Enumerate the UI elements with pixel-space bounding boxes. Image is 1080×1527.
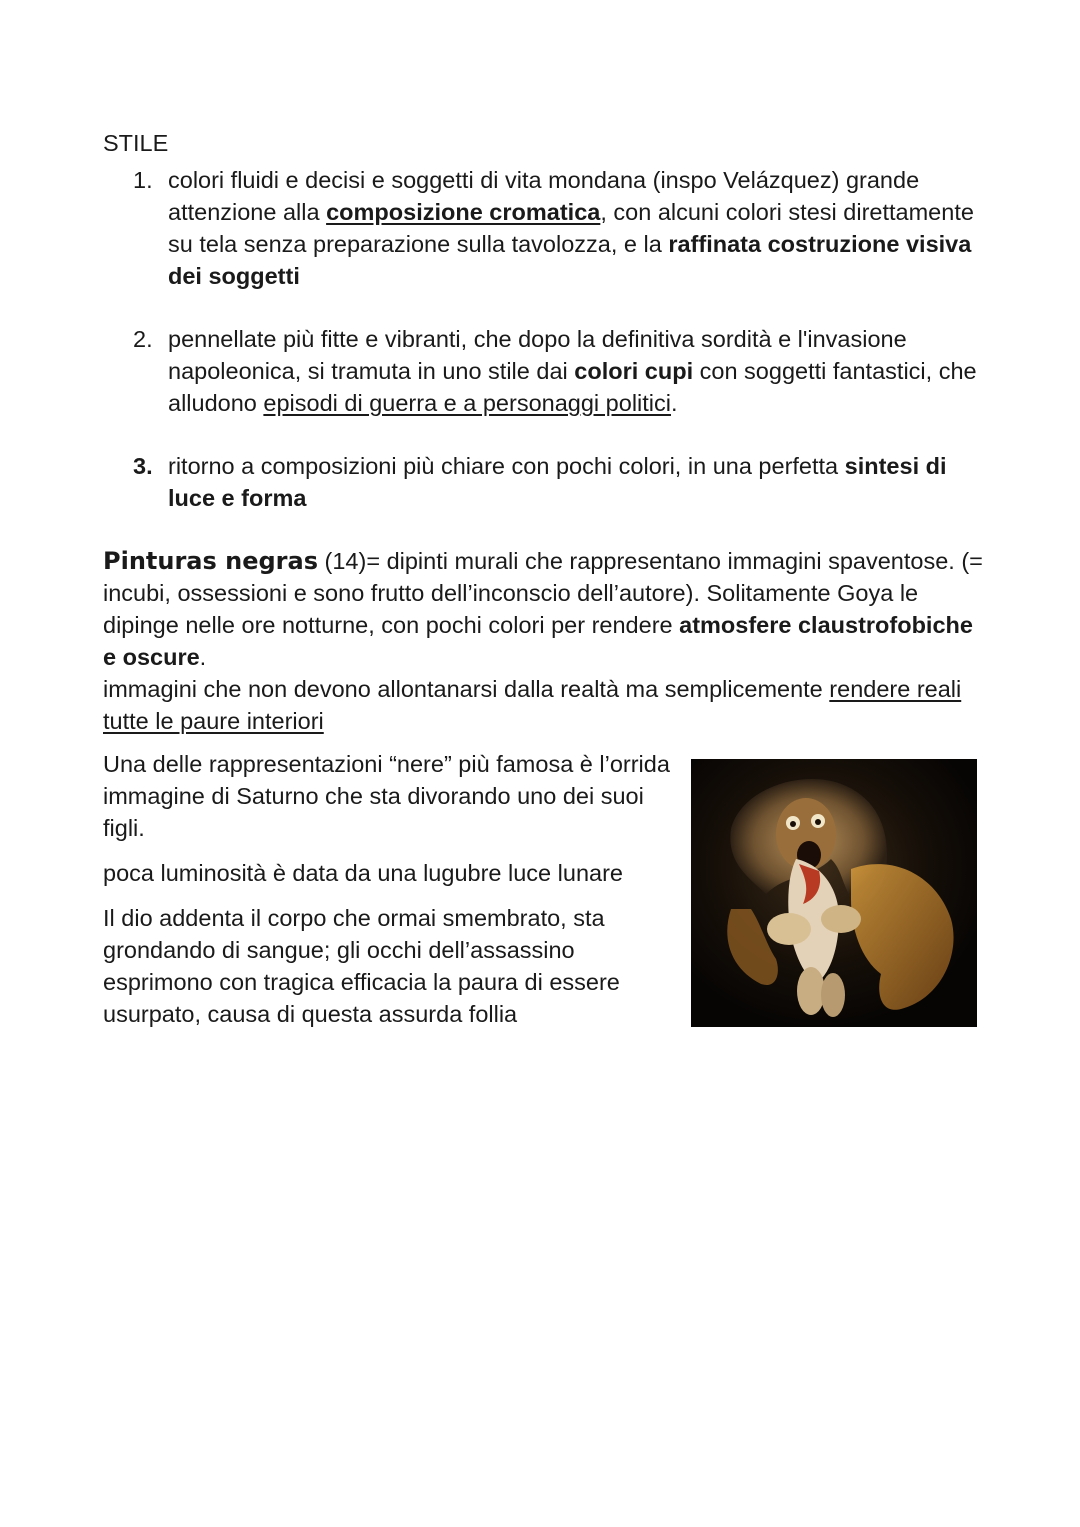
emphasis-atmosfere: atmosfere claustrofobiche e oscure <box>103 612 973 670</box>
list-text: colori fluidi e decisi e soggetti di vita mondana (inspo Velázquez) grande attenzione alla composizione cromatica, con alcuni colori stesi direttamente su tela senza preparazione sulla tavolozza, e la raffinata costruzione visiva dei soggetti <box>168 167 974 289</box>
document-page <box>103 127 983 1043</box>
saturno-paragraph-3: Il dio addenta il corpo che ormai smembrato, sta grondando di sangue; gli occhi dell’assassino esprimono con tragica efficacia la paura di essere usurpato, causa di questa assurda follia <box>103 905 620 1027</box>
list-number: 1. <box>133 167 153 193</box>
victim-legs <box>797 967 825 1015</box>
saturn-devouring-son-painting <box>691 759 977 1027</box>
pupil-right <box>815 819 821 825</box>
saturno-paragraph-1: Una delle rappresentazioni “nere” più famosa è l’orrida immagine di Saturno che sta divorando uno dei suoi figli. <box>103 751 670 841</box>
underline-paure-interiori: rendere reali tutte le paure interiori <box>103 676 962 734</box>
pinturas-negras-section <box>103 545 983 737</box>
saturno-section <box>103 748 983 1030</box>
section-heading-stile: STILE <box>103 130 169 156</box>
pinturas-paragraph-2: immagini che non devono allontanarsi dalla realtà ma semplicemente rendere reali tutte le paure interiori <box>103 676 962 734</box>
emphasis-composizione-cromatica: composizione cromatica <box>326 199 601 225</box>
underline-episodi-guerra: episodi di guerra e a personaggi politici <box>263 390 671 416</box>
saturn-hand-right <box>821 905 861 933</box>
pinturas-paragraph: Pinturas negras (14)= dipinti murali che rappresentano immagini spaventose. (= incubi, ossessioni e sono frutto dell’inconscio dell’autore). Solitamente Goya le dipinge nelle ore notturne, con pochi colori per rendere atmosfere claustrofobiche e oscure. <box>103 547 983 670</box>
emphasis-colori-cupi: colori cupi <box>574 358 694 384</box>
list-text: ritorno a composizioni più chiare con pochi colori, in una perfetta sintesi di luce e forma <box>168 453 947 511</box>
saturno-paragraph-2: poca luminosità è data da una lugubre luce lunare <box>103 860 623 886</box>
list-item-2 <box>103 323 983 419</box>
list-item-3 <box>103 450 983 514</box>
emphasis-sintesi-luce-forma: sintesi di luce e forma <box>168 453 947 511</box>
list-text: pennellate più fitte e vibranti, che dopo la definitiva sordità e l'invasione napoleonica, si tramuta in uno stile dai colori cupi con soggetti fantastici, che alludono episodi di guerra e a personaggi politici. <box>168 326 977 416</box>
saturn-hand-left <box>767 913 811 945</box>
emphasis-raffinata-costruzione: raffinata costruzione visiva dei soggetti <box>168 231 972 289</box>
list-item-1 <box>103 164 983 292</box>
pinturas-negras-title: Pinturas negras <box>103 547 318 575</box>
saturno-text <box>103 748 673 1030</box>
style-periods-list <box>103 164 983 514</box>
list-number: 3. <box>133 453 153 479</box>
list-number: 2. <box>133 326 153 352</box>
victim-leg-2 <box>821 973 845 1017</box>
pupil-left <box>790 821 796 827</box>
